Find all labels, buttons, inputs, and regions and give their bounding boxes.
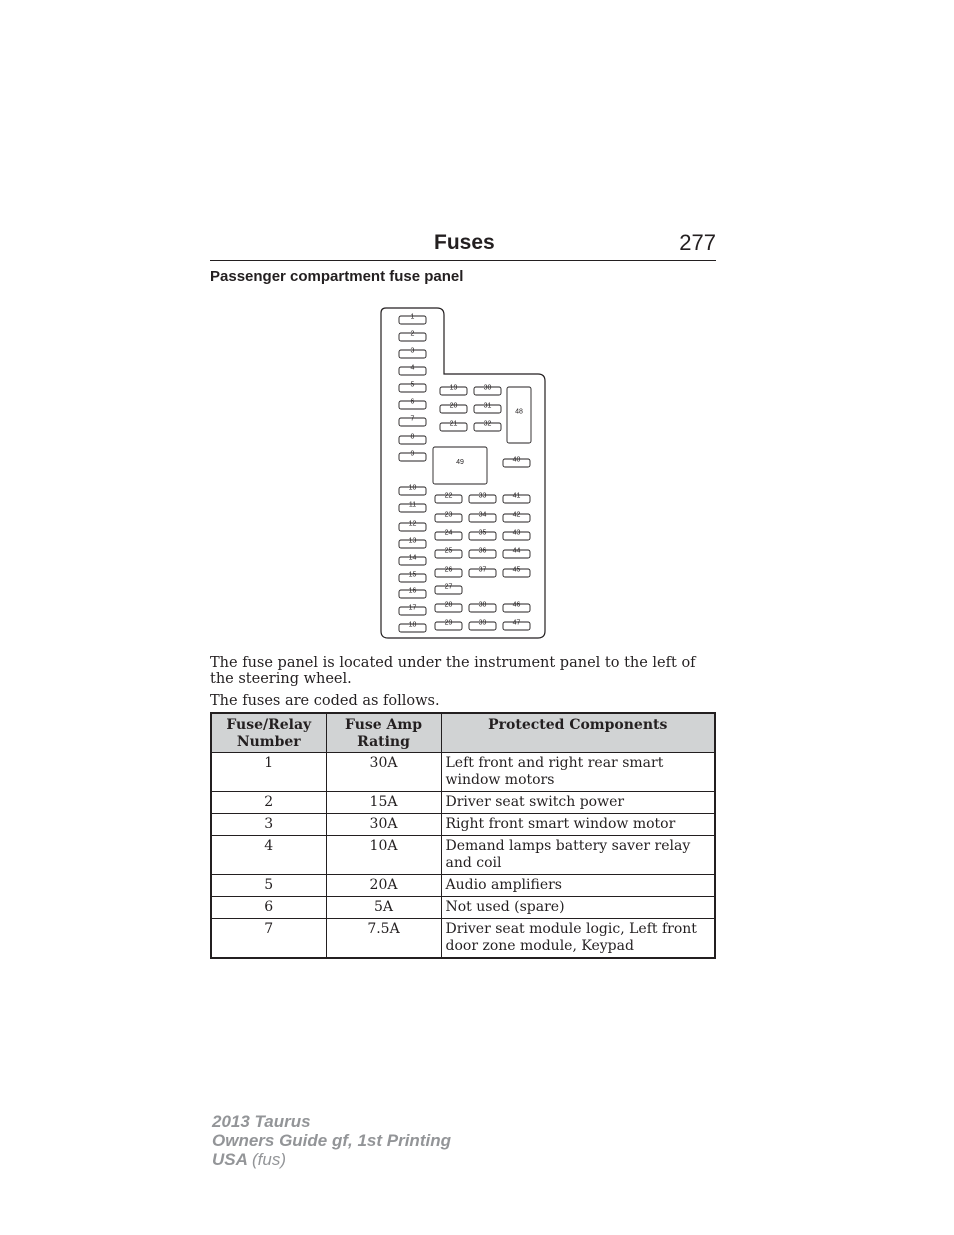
svg-text:21: 21 bbox=[449, 420, 458, 428]
fuse-number-cell: 7 bbox=[211, 919, 326, 959]
component-cell: Left front and right rear smart window motors bbox=[441, 753, 715, 792]
fuse-26 bbox=[435, 567, 462, 578]
svg-text:36: 36 bbox=[478, 547, 487, 555]
component-cell: Right front smart window motor bbox=[441, 814, 715, 836]
fuse-40 bbox=[503, 457, 530, 468]
svg-text:12: 12 bbox=[408, 520, 417, 528]
page-footer bbox=[212, 1112, 451, 1169]
fuse-20 bbox=[440, 403, 467, 414]
svg-text:18: 18 bbox=[408, 621, 417, 629]
fuse-8 bbox=[399, 434, 426, 445]
table-row bbox=[211, 836, 715, 875]
amp-rating-cell: 30A bbox=[326, 753, 441, 792]
svg-text:41: 41 bbox=[512, 492, 521, 500]
fuse-table bbox=[210, 712, 716, 959]
svg-text:48: 48 bbox=[515, 408, 523, 416]
svg-text:10: 10 bbox=[408, 484, 417, 492]
fuse-31 bbox=[474, 403, 501, 414]
table-row bbox=[211, 792, 715, 814]
table-row bbox=[211, 897, 715, 919]
fuse-34 bbox=[469, 512, 496, 523]
fuse-41 bbox=[503, 493, 530, 504]
table-row bbox=[211, 814, 715, 836]
svg-text:39: 39 bbox=[478, 619, 487, 627]
fuse-42 bbox=[503, 512, 530, 523]
svg-text:2: 2 bbox=[410, 330, 415, 338]
svg-text:33: 33 bbox=[478, 492, 487, 500]
table-header-row bbox=[211, 713, 715, 753]
fuse-2 bbox=[399, 331, 426, 342]
fuse-46 bbox=[503, 602, 530, 613]
fuse-15 bbox=[399, 572, 426, 583]
fuse-10 bbox=[399, 485, 426, 496]
svg-text:3: 3 bbox=[410, 347, 415, 355]
fuse-37 bbox=[469, 567, 496, 578]
fuse-25 bbox=[435, 548, 462, 559]
section-title: Passenger compartment fuse panel bbox=[210, 268, 464, 285]
fuse-45 bbox=[503, 567, 530, 578]
svg-text:46: 46 bbox=[512, 601, 521, 609]
svg-text:35: 35 bbox=[478, 529, 487, 537]
table-row bbox=[211, 753, 715, 792]
fuse-22 bbox=[435, 493, 462, 504]
svg-text:30: 30 bbox=[483, 384, 492, 392]
fuse-number-cell: 1 bbox=[211, 753, 326, 792]
component-cell: Audio amplifiers bbox=[441, 875, 715, 897]
fuse-17 bbox=[399, 605, 426, 616]
svg-text:43: 43 bbox=[512, 529, 521, 537]
fuse-7 bbox=[399, 416, 426, 427]
fuse-number-cell: 6 bbox=[211, 897, 326, 919]
svg-text:14: 14 bbox=[408, 554, 417, 562]
page-title: Fuses bbox=[434, 231, 495, 254]
footer-region-suffix: (fus) bbox=[252, 1150, 286, 1169]
svg-text:28: 28 bbox=[444, 601, 453, 609]
coded-paragraph: The fuses are coded as follows. bbox=[210, 693, 440, 709]
fuse-43 bbox=[503, 530, 530, 541]
fuse-5 bbox=[399, 382, 426, 393]
fuse-14 bbox=[399, 555, 426, 566]
component-cell: Not used (spare) bbox=[441, 897, 715, 919]
svg-text:24: 24 bbox=[444, 529, 453, 537]
component-cell: Demand lamps battery saver relay and coil bbox=[441, 836, 715, 875]
fuse-4 bbox=[399, 365, 426, 376]
component-cell: Driver seat switch power bbox=[441, 792, 715, 814]
svg-text:47: 47 bbox=[512, 619, 521, 627]
fuse-11 bbox=[399, 502, 426, 513]
svg-text:27: 27 bbox=[444, 583, 453, 591]
svg-text:15: 15 bbox=[408, 571, 417, 579]
fuse-47 bbox=[503, 620, 530, 631]
svg-text:44: 44 bbox=[512, 547, 521, 555]
fuse-19 bbox=[440, 385, 467, 396]
svg-text:4: 4 bbox=[410, 364, 415, 372]
component-cell: Driver seat module logic, Left front door zone module, Keypad bbox=[441, 919, 715, 959]
fuse-35 bbox=[469, 530, 496, 541]
footer-region-code: USA bbox=[212, 1150, 248, 1169]
svg-text:45: 45 bbox=[512, 566, 521, 574]
footer-region bbox=[212, 1150, 451, 1169]
svg-text:11: 11 bbox=[408, 501, 417, 509]
fuse-39 bbox=[469, 620, 496, 631]
page-number: 277 bbox=[679, 230, 716, 255]
svg-text:7: 7 bbox=[410, 415, 415, 423]
svg-text:1: 1 bbox=[410, 313, 415, 321]
fuse-33 bbox=[469, 493, 496, 504]
svg-text:26: 26 bbox=[444, 566, 453, 574]
fuse-29 bbox=[435, 620, 462, 631]
fuse-12 bbox=[399, 521, 426, 532]
svg-text:20: 20 bbox=[449, 402, 458, 410]
relay-48 bbox=[507, 387, 531, 443]
svg-text:37: 37 bbox=[478, 566, 487, 574]
svg-text:31: 31 bbox=[483, 402, 492, 410]
fuse-number-cell: 3 bbox=[211, 814, 326, 836]
header-amp-rating: Fuse Amp Rating bbox=[326, 713, 441, 753]
svg-text:16: 16 bbox=[408, 587, 417, 595]
svg-text:38: 38 bbox=[478, 601, 487, 609]
svg-text:23: 23 bbox=[444, 511, 453, 519]
svg-text:13: 13 bbox=[408, 537, 417, 545]
fuse-32 bbox=[474, 421, 501, 432]
fuse-44 bbox=[503, 548, 530, 559]
table-row bbox=[211, 875, 715, 897]
svg-text:40: 40 bbox=[512, 456, 521, 464]
svg-text:5: 5 bbox=[410, 381, 415, 389]
fuse-38 bbox=[469, 602, 496, 613]
svg-text:25: 25 bbox=[444, 547, 453, 555]
fuse-16 bbox=[399, 588, 426, 599]
footer-model: 2013 Taurus bbox=[212, 1112, 311, 1131]
fuse-6 bbox=[399, 399, 426, 410]
svg-text:32: 32 bbox=[483, 420, 492, 428]
fuse-13 bbox=[399, 538, 426, 549]
page-header bbox=[210, 228, 716, 261]
svg-text:9: 9 bbox=[410, 450, 415, 458]
fuse-18 bbox=[399, 622, 426, 633]
fuse-23 bbox=[435, 512, 462, 523]
svg-text:49: 49 bbox=[456, 459, 464, 466]
header-fuse-number: Fuse/Relay Number bbox=[211, 713, 326, 753]
fuse-27 bbox=[435, 584, 462, 595]
fuse-9 bbox=[399, 451, 426, 462]
fuse-28 bbox=[435, 602, 462, 613]
fuse-number-cell: 2 bbox=[211, 792, 326, 814]
svg-text:34: 34 bbox=[478, 511, 487, 519]
svg-text:42: 42 bbox=[512, 511, 521, 519]
header-protected-components: Protected Components bbox=[441, 713, 715, 753]
fuse-panel-diagram bbox=[378, 305, 548, 641]
relay-49 bbox=[433, 447, 487, 484]
svg-text:29: 29 bbox=[444, 619, 453, 627]
fuse-number-cell: 5 bbox=[211, 875, 326, 897]
svg-text:22: 22 bbox=[444, 492, 453, 500]
fuse-36 bbox=[469, 548, 496, 559]
location-paragraph: The fuse panel is located under the instrument panel to the left of the steering wheel. bbox=[210, 655, 696, 687]
svg-text:17: 17 bbox=[408, 604, 417, 612]
fuse-24 bbox=[435, 530, 462, 541]
fuse-number-cell: 4 bbox=[211, 836, 326, 875]
svg-text:8: 8 bbox=[410, 433, 415, 441]
fuse-1 bbox=[399, 314, 426, 325]
amp-rating-cell: 7.5A bbox=[326, 919, 441, 959]
fuse-3 bbox=[399, 348, 426, 359]
svg-text:6: 6 bbox=[410, 398, 415, 406]
fuse-30 bbox=[474, 385, 501, 396]
table-row bbox=[211, 919, 715, 959]
svg-text:19: 19 bbox=[449, 384, 458, 392]
amp-rating-cell: 10A bbox=[326, 836, 441, 875]
amp-rating-cell: 20A bbox=[326, 875, 441, 897]
fuse-21 bbox=[440, 421, 467, 432]
amp-rating-cell: 15A bbox=[326, 792, 441, 814]
amp-rating-cell: 30A bbox=[326, 814, 441, 836]
amp-rating-cell: 5A bbox=[326, 897, 441, 919]
footer-guide: Owners Guide gf, 1st Printing bbox=[212, 1131, 451, 1150]
